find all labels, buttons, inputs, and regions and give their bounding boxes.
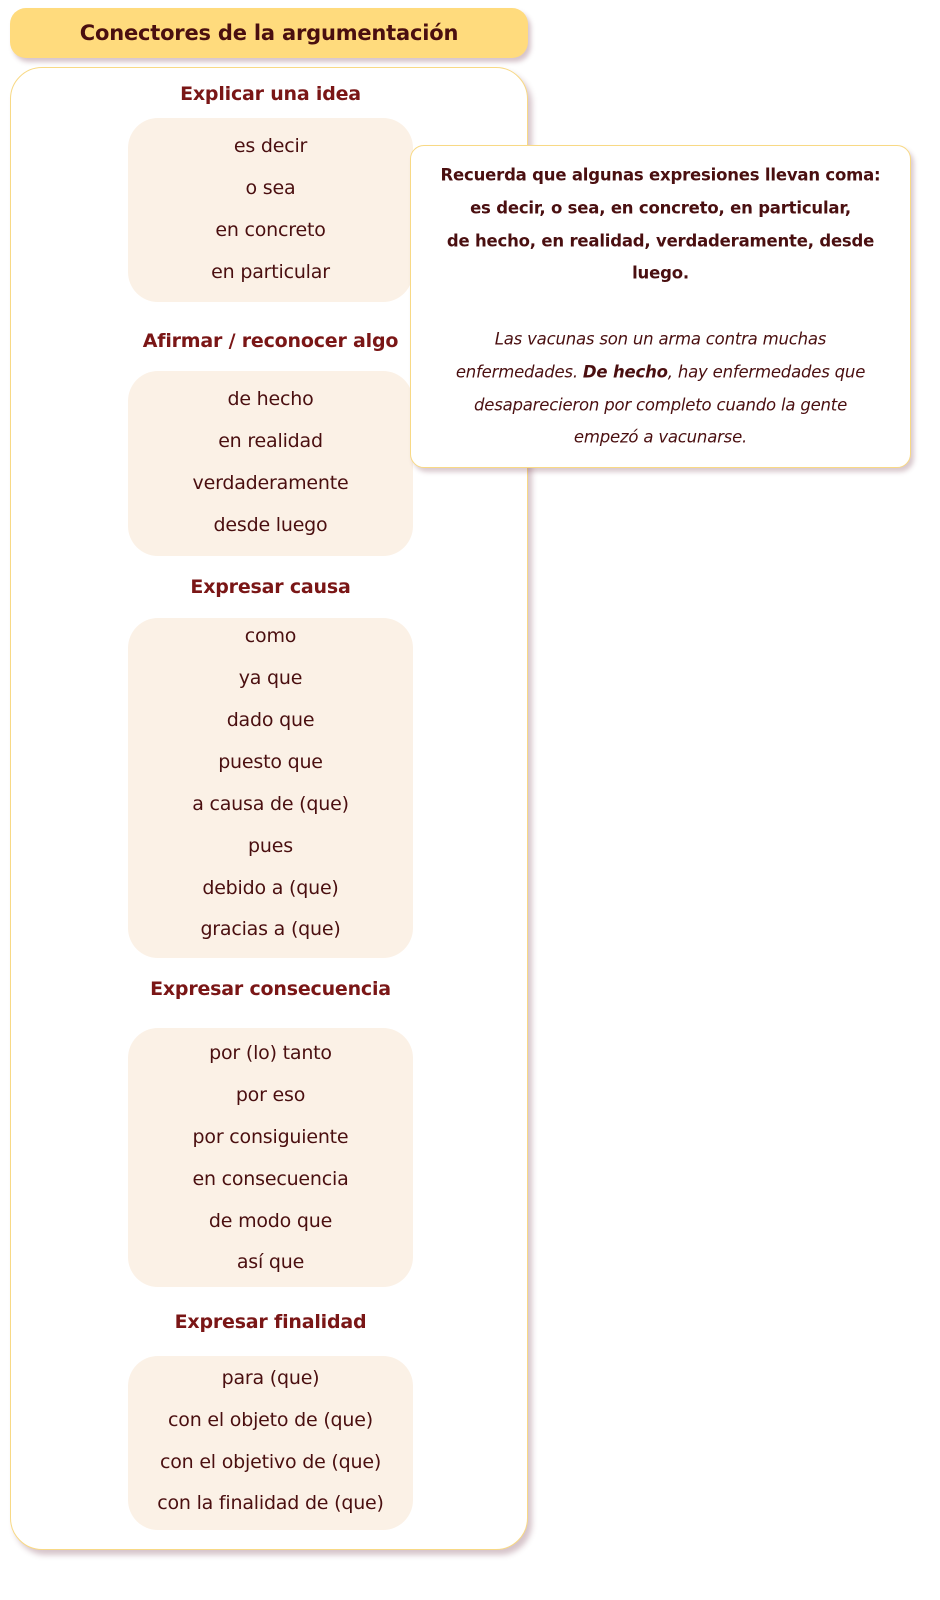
page-title: Conectores de la argumentación bbox=[79, 21, 459, 45]
connector-item: en realidad bbox=[218, 430, 323, 452]
connector-item: desde luego bbox=[213, 514, 328, 536]
example-text: , hay enfermedades que bbox=[667, 362, 866, 382]
note-line: Recuerda que algunas expresiones llevan coma: bbox=[440, 165, 881, 185]
comma-note-callout bbox=[410, 145, 911, 468]
connector-item: gracias a (que) bbox=[200, 918, 341, 940]
connector-item: es decir bbox=[233, 135, 308, 157]
connector-item: para (que) bbox=[221, 1367, 320, 1389]
section-title-finalidad: Expresar finalidad bbox=[174, 1311, 367, 1333]
connector-item: como bbox=[244, 625, 297, 647]
connector-item: o sea bbox=[245, 177, 296, 199]
section-title-causa: Expresar causa bbox=[190, 576, 351, 598]
connector-item: de hecho bbox=[227, 388, 314, 410]
connector-box-finalidad bbox=[128, 1356, 413, 1530]
connector-item: puesto que bbox=[218, 751, 323, 773]
example-text: enfermedades. bbox=[455, 362, 583, 382]
connector-item: con el objetivo de (que) bbox=[159, 1451, 382, 1473]
page-header bbox=[10, 8, 528, 58]
connector-item: en concreto bbox=[215, 219, 326, 241]
example-line: desaparecieron por completo cuando la gente bbox=[473, 395, 848, 415]
connector-item: por (lo) tanto bbox=[209, 1042, 332, 1064]
connector-item: en consecuencia bbox=[192, 1168, 349, 1190]
connector-item: verdaderamente bbox=[192, 472, 349, 494]
connector-box-consecuencia bbox=[128, 1028, 413, 1287]
example-line bbox=[411, 363, 910, 382]
example-highlight: De hecho bbox=[582, 362, 668, 382]
connector-item: con el objeto de (que) bbox=[168, 1409, 373, 1431]
example-line: empezó a vacunarse. bbox=[573, 427, 748, 447]
note-line: es decir, o sea, en concreto, en particular, bbox=[470, 198, 851, 218]
connector-item: por eso bbox=[235, 1084, 306, 1106]
connector-item: dado que bbox=[226, 709, 315, 731]
section-title-afirmar: Afirmar / reconocer algo bbox=[142, 330, 399, 352]
connector-box-afirmar bbox=[128, 371, 413, 556]
connector-box-causa bbox=[128, 618, 413, 958]
connector-item: pues bbox=[248, 835, 293, 857]
connector-box-explicar bbox=[128, 118, 413, 302]
note-line: luego. bbox=[632, 263, 689, 283]
connector-item: debido a (que) bbox=[202, 877, 339, 899]
connector-item: de modo que bbox=[208, 1210, 333, 1232]
note-line: de hecho, en realidad, verdaderamente, desde bbox=[446, 231, 875, 251]
connector-item: a causa de (que) bbox=[192, 793, 349, 815]
connector-item: en particular bbox=[211, 261, 330, 283]
example-line: Las vacunas son un arma contra muchas bbox=[494, 329, 827, 349]
section-title-explicar: Explicar una idea bbox=[180, 83, 361, 105]
connector-item: así que bbox=[236, 1251, 305, 1273]
connector-item: por consiguiente bbox=[192, 1126, 349, 1148]
connector-item: con la finalidad de (que) bbox=[157, 1492, 384, 1514]
connector-item: ya que bbox=[238, 667, 303, 689]
section-title-consecuencia: Expresar consecuencia bbox=[150, 978, 391, 1000]
